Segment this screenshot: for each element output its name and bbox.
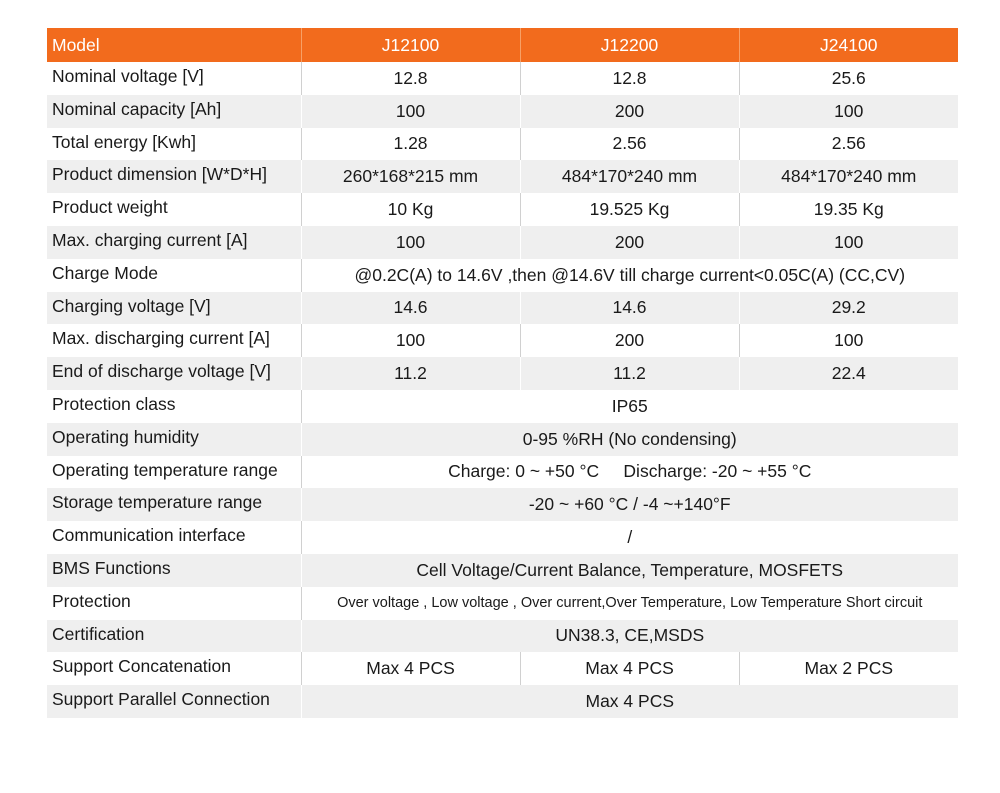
row-label: Nominal voltage [V] (47, 62, 301, 95)
row-label: Charging voltage [V] (47, 292, 301, 325)
row-label: Charge Mode (47, 259, 301, 292)
table-row (47, 456, 958, 489)
cell-value: 14.6 (301, 292, 520, 325)
cell-value: 200 (520, 324, 739, 357)
cell-value: 484*170*240 mm (520, 160, 739, 193)
table-row (47, 128, 958, 161)
cell-value: 484*170*240 mm (739, 160, 958, 193)
model-header-3: J24100 (739, 28, 958, 62)
cell-value: UN38.3, CE,MSDS (301, 620, 958, 653)
cell-value: 10 Kg (301, 193, 520, 226)
cell-value: Max 4 PCS (520, 652, 739, 685)
row-label: Product weight (47, 193, 301, 226)
cell-value: 260*168*215 mm (301, 160, 520, 193)
cell-value: 11.2 (301, 357, 520, 390)
table-row (47, 259, 958, 292)
model-header-1: J12100 (301, 28, 520, 62)
row-label: Protection class (47, 390, 301, 423)
row-label: Operating humidity (47, 423, 301, 456)
cell-value: 22.4 (739, 357, 958, 390)
cell-value: Charge: 0 ~ +50 °C Discharge: -20 ~ +55 °C (301, 456, 958, 489)
table-row (47, 160, 958, 193)
cell-value: 11.2 (520, 357, 739, 390)
cell-value: 29.2 (739, 292, 958, 325)
table-row (47, 652, 958, 685)
cell-value: 100 (301, 226, 520, 259)
table-row (47, 95, 958, 128)
cell-value: Max 4 PCS (301, 685, 958, 718)
header-row (47, 28, 958, 62)
cell-value: 100 (739, 324, 958, 357)
row-label: Total energy [Kwh] (47, 128, 301, 161)
cell-value: 12.8 (520, 62, 739, 95)
table-row (47, 587, 958, 620)
row-label: Storage temperature range (47, 488, 301, 521)
row-label: Support Concatenation (47, 652, 301, 685)
row-label: End of discharge voltage [V] (47, 357, 301, 390)
model-header-2: J12200 (520, 28, 739, 62)
cell-value: 100 (301, 95, 520, 128)
cell-value: Over voltage , Low voltage , Over current,Over Temperature, Low Temperature Short circuit (301, 587, 958, 620)
row-label: Certification (47, 620, 301, 653)
cell-value: 0-95 %RH (No condensing) (301, 423, 958, 456)
table-row (47, 554, 958, 587)
cell-value: 2.56 (520, 128, 739, 161)
cell-value: 25.6 (739, 62, 958, 95)
row-label: Communication interface (47, 521, 301, 554)
table-row (47, 685, 958, 718)
cell-value: 12.8 (301, 62, 520, 95)
cell-value: Max 2 PCS (739, 652, 958, 685)
cell-value: 100 (739, 226, 958, 259)
table-row (47, 357, 958, 390)
row-label: Nominal capacity [Ah] (47, 95, 301, 128)
cell-value: 200 (520, 95, 739, 128)
table-row (47, 292, 958, 325)
cell-value: 2.56 (739, 128, 958, 161)
table-row (47, 193, 958, 226)
row-label: Product dimension [W*D*H] (47, 160, 301, 193)
table-row (47, 226, 958, 259)
cell-value: 200 (520, 226, 739, 259)
cell-value: 1.28 (301, 128, 520, 161)
header-label: Model (47, 28, 301, 62)
row-label: Protection (47, 587, 301, 620)
row-label: Operating temperature range (47, 456, 301, 489)
row-label: Support Parallel Connection (47, 685, 301, 718)
spec-table (47, 28, 958, 718)
cell-value: Max 4 PCS (301, 652, 520, 685)
cell-value: 100 (301, 324, 520, 357)
table-row (47, 620, 958, 653)
table-row (47, 62, 958, 95)
cell-value: / (301, 521, 958, 554)
table-row (47, 390, 958, 423)
table-row (47, 324, 958, 357)
table-row (47, 521, 958, 554)
row-label: Max. discharging current [A] (47, 324, 301, 357)
cell-value: 14.6 (520, 292, 739, 325)
cell-value: 19.525 Kg (520, 193, 739, 226)
cell-value: 100 (739, 95, 958, 128)
cell-value: IP65 (301, 390, 958, 423)
cell-value: -20 ~ +60 °C / -4 ~+140°F (301, 488, 958, 521)
row-label: BMS Functions (47, 554, 301, 587)
cell-value: @0.2C(A) to 14.6V ,then @14.6V till charge current<0.05C(A) (CC,CV) (301, 259, 958, 292)
table-row (47, 423, 958, 456)
cell-value: 19.35 Kg (739, 193, 958, 226)
row-label: Max. charging current [A] (47, 226, 301, 259)
cell-value: Cell Voltage/Current Balance, Temperature, MOSFETS (301, 554, 958, 587)
table-row (47, 488, 958, 521)
